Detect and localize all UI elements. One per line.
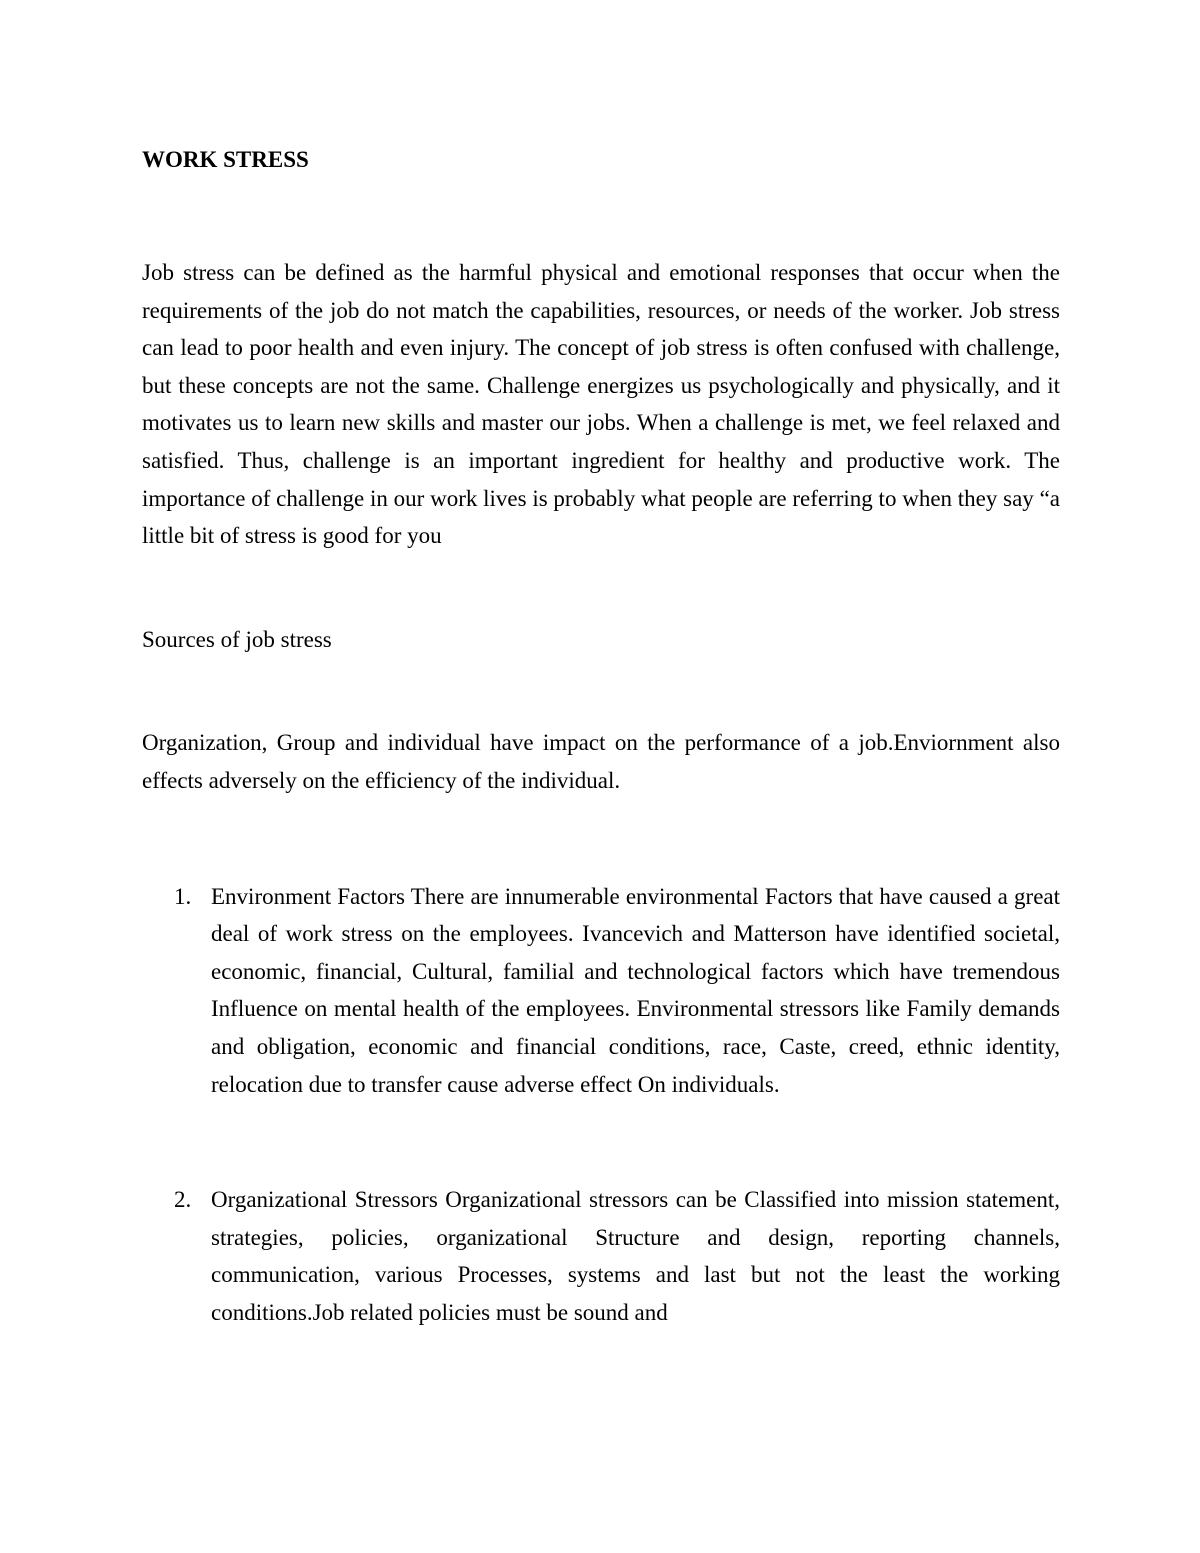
list-item-number: 1. <box>174 883 192 909</box>
list-item-text: Organizational Stressors Organizational stressors can be Classified into mission statement, strategies, policies, organizational Structure and design, reporting channels, communication, various Processes, systems and last but not the least the working conditions.Job related policies must be sound and <box>211 1187 1060 1325</box>
document-title: WORK STRESS <box>142 147 309 172</box>
factors-list <box>142 878 1060 1332</box>
section-heading: Sources of job stress <box>142 626 332 652</box>
document-body <box>142 144 1060 1331</box>
section-paragraph: Organization, Group and individual have impact on the performance of a job.Enviornment also effects adversely on the efficiency of the individual. <box>142 730 1060 793</box>
list-item-text: Environment Factors There are innumerable environmental Factors that have caused a great deal of work stress on the employees. Ivancevich and Matterson have identified societal, economic, financial, Cultural, familial and technological factors which have tremendous Influence on mental health of the employees. Environmental stressors like Family demands and obligation, economic and financial conditions, race, Caste, creed, ethnic identity, relocation due to transfer cause adverse effect On individuals. <box>211 883 1060 1097</box>
intro-paragraph: Job stress can be defined as the harmful physical and emotional responses that occur when the requirements of the job do not match the capabilities, resources, or needs of the worker. Job stress can lead to poor health and even injury. The concept of job stress is often confused with challenge, but these concepts are not the same. Challenge energizes us psychologically and physically, and it motivates us to learn new skills and master our jobs. When a challenge is met, we feel relaxed and satisfied. Thus, challenge is an important ingredient for healthy and productive work. The importance of challenge in our work lives is probably what people are referring to when they say “a little bit of stress is good for you <box>142 260 1060 549</box>
list-item-number: 2. <box>174 1187 192 1213</box>
list-item <box>142 1181 1060 1331</box>
list-item <box>142 878 1060 1104</box>
